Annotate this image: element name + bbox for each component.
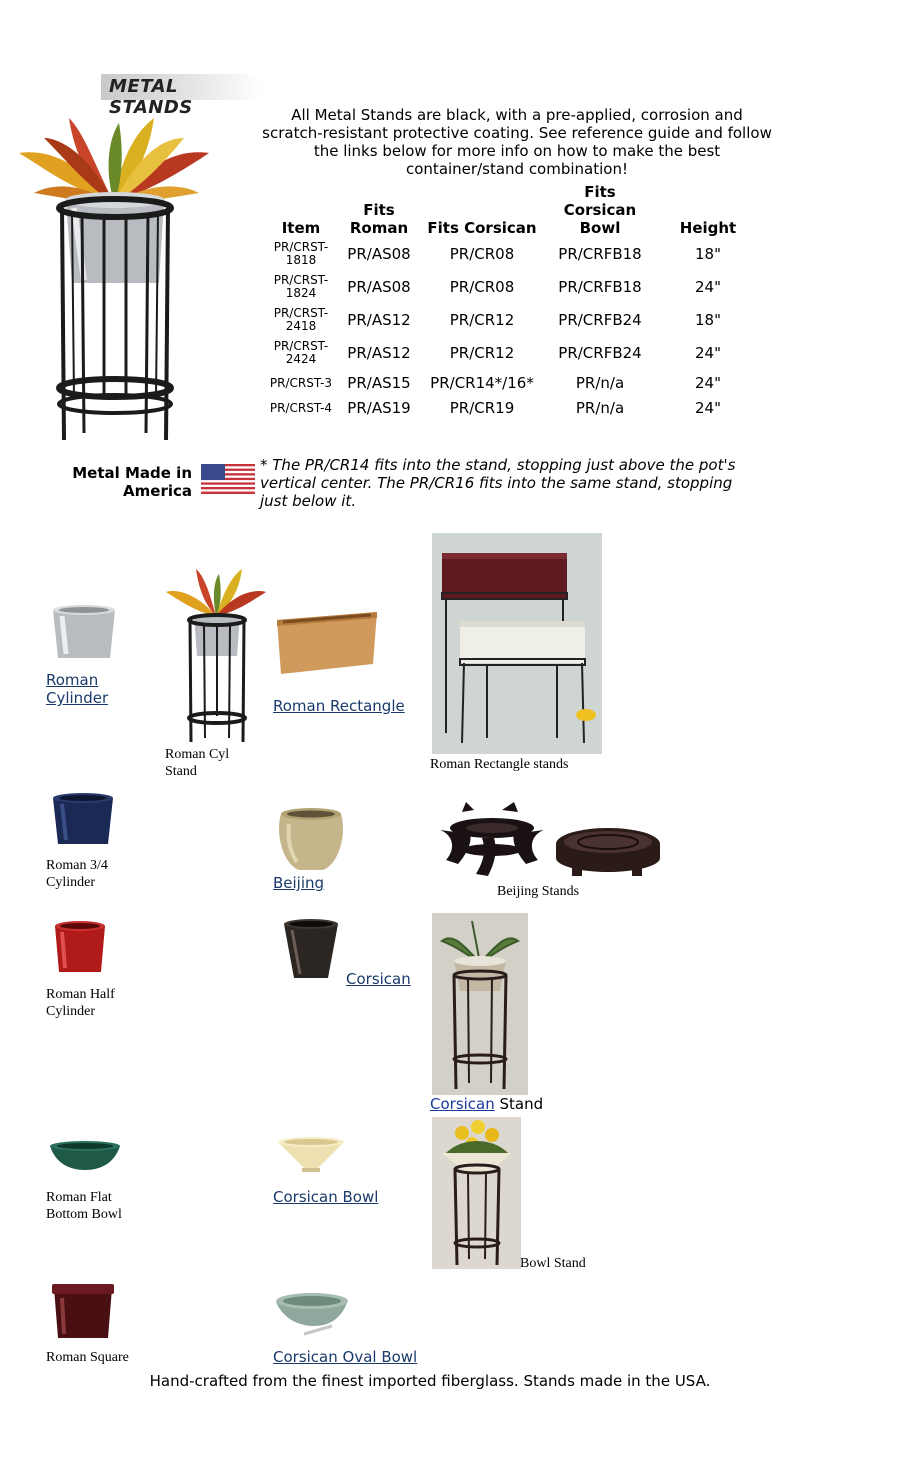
table-row [262, 397, 762, 419]
corsican-oval-bowl-image [274, 1290, 350, 1338]
table-header-row [262, 183, 762, 237]
cell-height: 18" [695, 244, 721, 263]
beijing-image [275, 804, 347, 872]
bowl-stand-image [432, 1117, 521, 1269]
navy-cylinder-pot-icon [50, 792, 116, 848]
intro-text: All Metal Stands are black, with a pre-applied, corrosion and scratch-resistant protective coating. See reference guide and follow the links below for more info on how to make the best container/stand combination! [262, 106, 772, 178]
cell-fits-corsican: PR/CR19 [449, 399, 515, 417]
table-row [262, 237, 762, 270]
roman-cylinder-link[interactable]: Roman Cylinder [46, 671, 109, 707]
corsican-stand-link[interactable]: Corsican [430, 1095, 495, 1113]
made-in-america-label: Metal Made in America [72, 464, 192, 500]
header-item: Item [281, 219, 321, 237]
burgundy-square-pot-icon [50, 1280, 116, 1342]
sage-oval-bowl-icon [274, 1290, 350, 1338]
table-row [262, 270, 762, 303]
cell-fits-corsican-bowl: PR/n/a [575, 374, 625, 392]
cell-height: 24" [695, 343, 721, 362]
beijing-stands-image [432, 800, 662, 884]
footnote-text: * The PR/CR14 fits into the stand, stopping just above the pot's vertical center. The PR/CR16 fits into the same stand, stopping just below it. [260, 456, 736, 510]
roman-square-caption: Roman Square [46, 1350, 129, 1365]
header-fits-roman: Fits Roman [349, 201, 409, 237]
red-cylinder-pot-icon [52, 920, 108, 976]
cell-fits-corsican: PR/CR08 [449, 244, 515, 263]
cell-fits-roman: PR/AS15 [347, 374, 411, 392]
cell-fits-corsican-bowl: PR/CRFB24 [558, 343, 642, 362]
cell-fits-roman: PR/AS12 [347, 343, 411, 362]
roman-cylinder-image [50, 604, 118, 664]
cell-item: PR/CRST-3 [269, 375, 333, 390]
silver-cylinder-pot-icon [50, 604, 118, 664]
corsican-stand-label [430, 1095, 543, 1113]
cell-fits-corsican-bowl: PR/CRFB18 [558, 277, 642, 296]
beijing-stands-caption: Beijing Stands [497, 884, 580, 899]
table-row [262, 336, 762, 369]
bowl-stand-caption: Bowl Stand [520, 1256, 586, 1271]
cell-item: PR/CRST-1824 [273, 272, 329, 300]
new-badge-icon [576, 709, 596, 721]
roman-square-image [50, 1280, 116, 1342]
us-flag-icon [201, 464, 255, 494]
header-height: Height [679, 219, 737, 237]
roman-half-cylinder-image [52, 920, 108, 976]
cell-fits-corsican-bowl: PR/CRFB24 [558, 310, 642, 329]
cell-fits-corsican-bowl: PR/n/a [575, 399, 625, 417]
croton-plant-icon [19, 118, 209, 203]
corsican-bowl-link[interactable]: Corsican Bowl [273, 1188, 379, 1206]
footer-text: Hand-crafted from the finest imported fiberglass. Stands made in the USA. [149, 1372, 711, 1390]
cell-fits-corsican-bowl: PR/CRFB18 [558, 244, 642, 263]
corsican-oval-bowl-link[interactable]: Corsican Oval Bowl [273, 1348, 418, 1366]
silver-pot-icon [65, 192, 165, 283]
cream-bowl-icon [276, 1136, 346, 1174]
wooden-stands-icon [432, 800, 662, 884]
header-fits-corsican: Fits Corsican [427, 219, 537, 237]
cell-fits-roman: PR/AS19 [347, 399, 411, 417]
corsican-image [282, 918, 340, 980]
terracotta-planter-icon [273, 608, 381, 680]
cell-fits-corsican: PR/CR12 [449, 343, 515, 362]
table-row [262, 369, 762, 397]
cell-item: PR/CRST-2418 [273, 305, 329, 333]
cell-item: PR/CRST-1818 [273, 239, 329, 267]
cell-fits-corsican: PR/CR14*/16* [430, 374, 534, 392]
cell-fits-roman: PR/AS12 [347, 310, 411, 329]
roman-rectangle-stands-caption: Roman Rectangle stands [430, 757, 569, 772]
roman-3-4-cylinder-image [50, 792, 116, 848]
roman-3-4-cylinder-caption: Roman 3/4 Cylinder [46, 858, 108, 890]
cell-item: PR/CRST-4 [269, 400, 333, 415]
corsican-stand-image [432, 913, 528, 1095]
cell-height: 18" [695, 310, 721, 329]
roman-cyl-stand-image [164, 566, 268, 746]
beige-bowl-pot-icon [275, 804, 347, 872]
stand-spec-table [262, 183, 762, 419]
corsican-link[interactable]: Corsican [346, 970, 411, 988]
roman-half-cylinder-caption: Roman Half Cylinder [46, 987, 115, 1019]
cell-fits-roman: PR/AS08 [347, 277, 411, 296]
metal-stand-image [14, 108, 214, 448]
cell-fits-roman: PR/AS08 [347, 244, 411, 263]
header-fits-corsican-bowl: Fits Corsican Bowl [563, 183, 637, 237]
corsican-stand-suffix: Stand [494, 1095, 544, 1113]
roman-rectangle-link[interactable]: Roman Rectangle [273, 697, 405, 715]
beijing-link[interactable]: Beijing [273, 874, 325, 892]
croton-plant-icon [166, 569, 266, 616]
corsican-bowl-image [276, 1136, 346, 1174]
dark-tapered-pot-icon [282, 918, 340, 980]
roman-flat-bottom-bowl-caption: Roman Flat Bottom Bowl [46, 1190, 122, 1222]
banner-title: METAL STANDS [109, 76, 193, 118]
cell-height: 24" [695, 399, 721, 417]
cell-height: 24" [695, 277, 721, 296]
roman-rectangle-image [273, 608, 381, 680]
roman-rectangle-stands-image [432, 533, 602, 754]
roman-cyl-stand-caption: Roman Cyl Stand [165, 747, 230, 779]
cell-fits-corsican: PR/CR08 [449, 277, 515, 296]
page-banner [101, 74, 261, 118]
table-row [262, 303, 762, 336]
cell-height: 24" [695, 374, 721, 392]
green-bowl-icon [48, 1140, 122, 1172]
cell-fits-corsican: PR/CR12 [449, 310, 515, 329]
roman-flat-bottom-bowl-image [48, 1140, 122, 1172]
cell-item: PR/CRST-2424 [273, 338, 329, 366]
